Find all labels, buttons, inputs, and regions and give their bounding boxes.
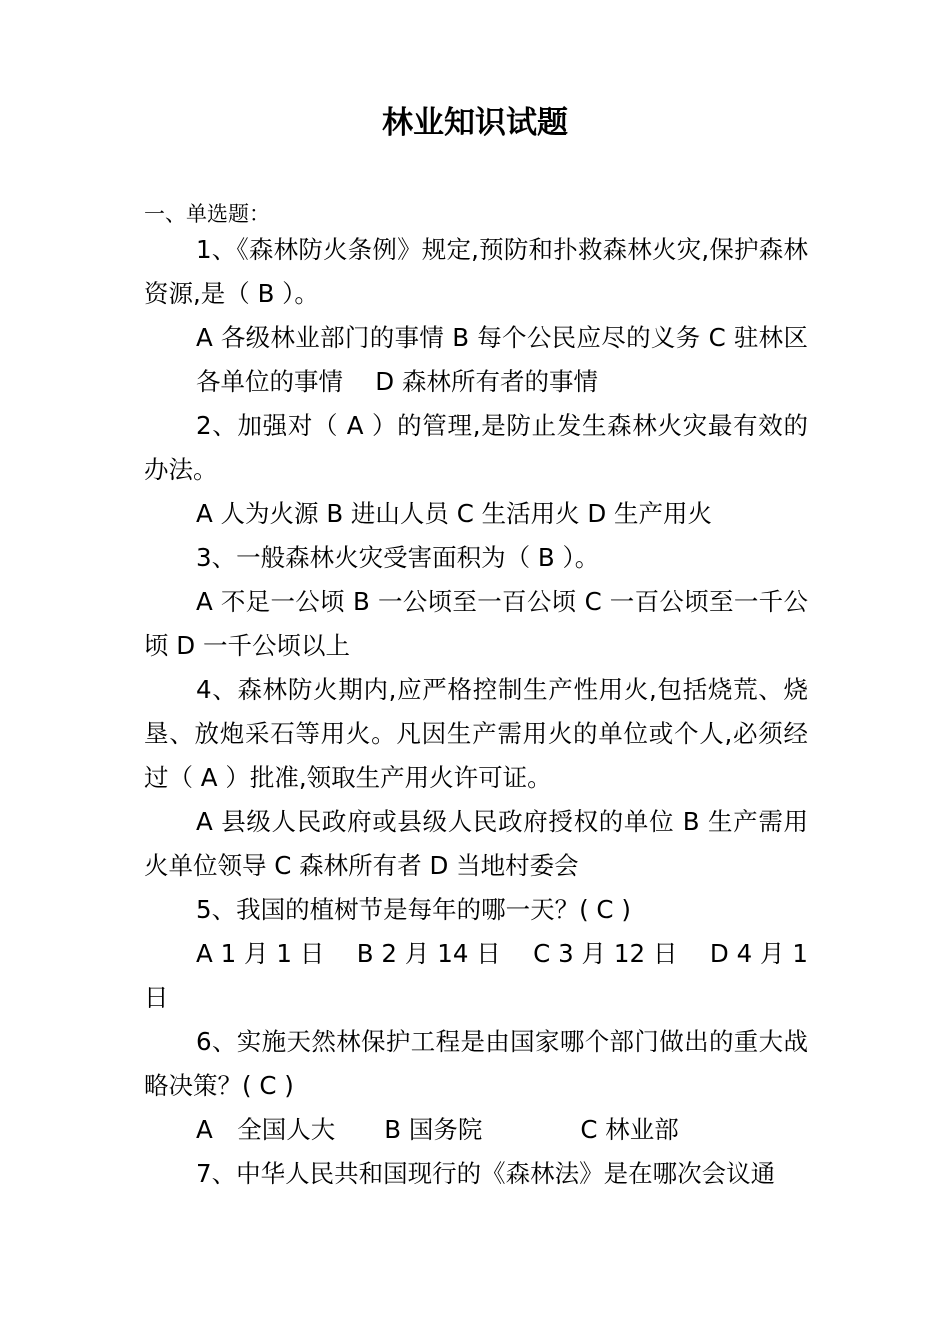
question-stem: 1、《森林防火条例》规定,预防和扑救森林火灾,保护森林资源,是（ B ）。: [144, 235, 808, 308]
question-stem: 3、一般森林火灾受害面积为（ B ）。: [196, 543, 600, 572]
question-list: [144, 228, 808, 1196]
question-options: A 人为火源 B 进山人员 C 生活用火 D 生产用火: [196, 499, 713, 528]
question-options: A 县级人民政府或县级人民政府授权的单位 B 生产需用火单位领导 C 森林所有者 D 当地村委会: [144, 807, 808, 880]
question-stem: 4、森林防火期内,应严格控制生产性用火,包括烧荒、烧垦、放炮采石等用火。凡因生产需用火的单位或个人,必须经过（ A ）批准,领取生产用火许可证。: [144, 675, 808, 792]
question-stem: 6、实施天然林保护工程是由国家哪个部门做出的重大战略决策？( C ): [144, 1027, 808, 1100]
question-stem: 2、加强对（ A ）的管理,是防止发生森林火灾最有效的办法。: [144, 411, 808, 484]
question-options: A 全国人大 B 国务院 C 林业部: [196, 1115, 679, 1144]
question-options: A 1 月 1 日 B 2 月 14 日 C 3 月 12 日 D 4 月 1 日: [144, 939, 808, 1012]
question-stem: 7、中华人民共和国现行的《森林法》是在哪次会议通: [196, 1159, 776, 1188]
section-heading: 一、单选题：: [144, 202, 270, 226]
question-options: A 各级林业部门的事情 B 每个公民应尽的义务 C 驻林区各单位的事情 D 森林所有者的事情: [196, 323, 808, 396]
question-stem: 5、我国的植树节是每年的哪一天？( C ): [196, 895, 631, 924]
question-options: A 不足一公顷 B 一公顷至一百公顷 C 一百公顷至一千公顷 D 一千公顷以上: [144, 587, 808, 660]
page-title: 林业知识试题: [382, 105, 568, 141]
